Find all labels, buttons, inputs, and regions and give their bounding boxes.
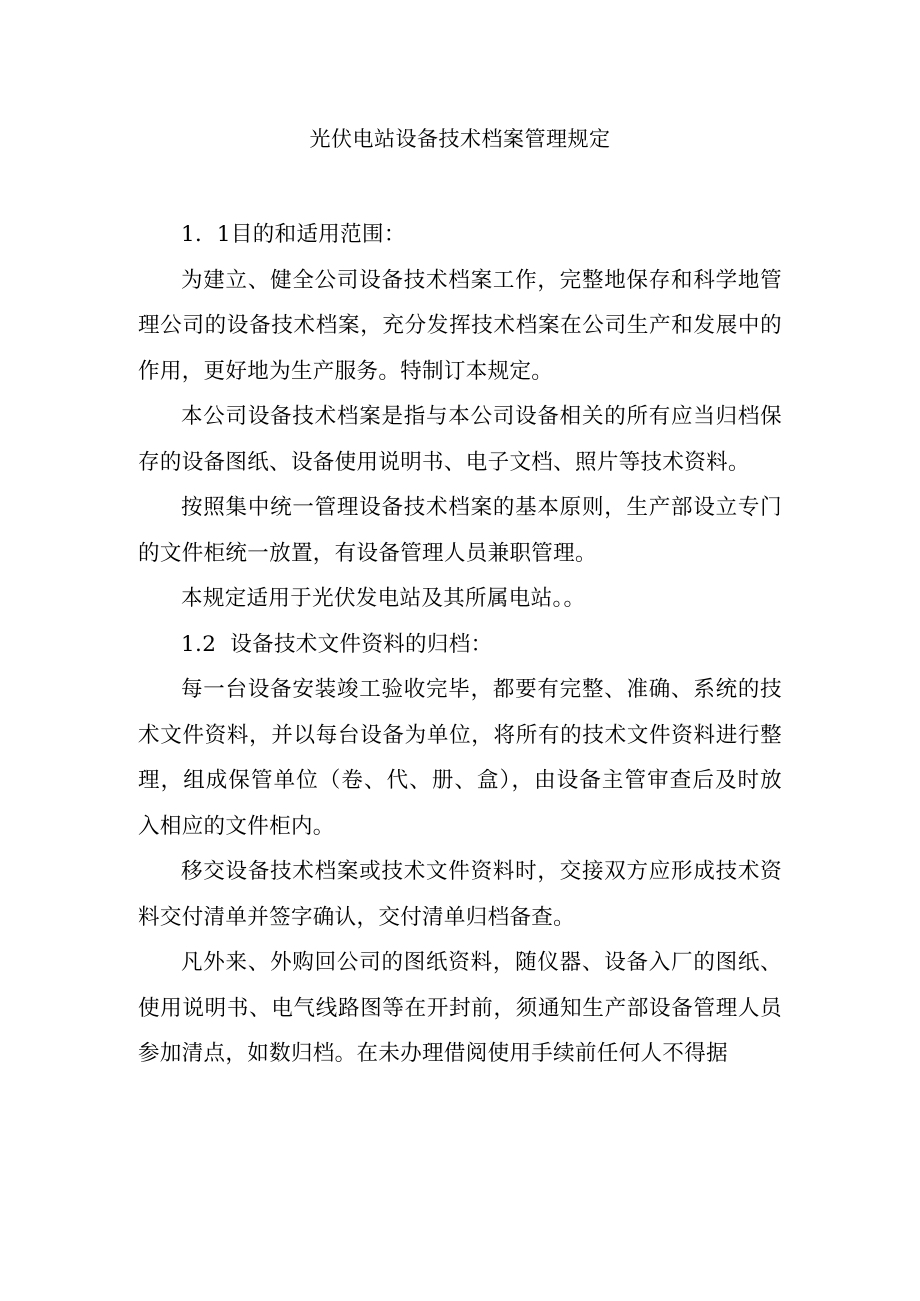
- document-body: [138, 212, 782, 1077]
- paragraph: 为建立、健全公司设备技术档案工作，完整地保存和科学地管理公司的设备技术档案，充分发挥技术档案在公司生产和发展中的作用，更好地为生产服务。特制订本规定。: [138, 267, 782, 384]
- paragraph: 移交设备技术档案或技术文件资料时，交接双方应形成技术资料交付清单并签字确认，交付清单归档备查。: [138, 859, 782, 930]
- section-heading-text: 设备技术文件资料的归档：: [230, 631, 493, 657]
- paragraph: 每一台设备安装竣工验收完毕，都要有完整、准确、系统的技术文件资料，并以每台设备为单位，将所有的技术文件资料进行整理，组成保管单位（卷、代、册、盒），由设备主管审查后及时放入相应的文件柜内。: [138, 677, 782, 839]
- section-number: 1.2: [181, 631, 217, 657]
- paragraph: 本规定适用于光伏发电站及其所属电站。。: [181, 586, 586, 611]
- section-heading-1-2: [138, 622, 782, 668]
- section-heading-1-1: 1．1目的和适用范围：: [181, 222, 406, 247]
- paragraph: 按照集中统一管理设备技术档案的基本原则，生产部设立专门的文件柜统一放置，有设备管理人员兼职管理。: [138, 495, 782, 566]
- document-title: 光伏电站设备技术档案管理规定: [309, 127, 611, 151]
- paragraph: 凡外来、外购回公司的图纸资料，随仪器、设备入厂的图纸、使用说明书、电气线路图等在开封前，须通知生产部设备管理人员参加清点，如数归档。在未办理借阅使用手续前任何人不得据: [138, 950, 782, 1066]
- paragraph: 本公司设备技术档案是指与本公司设备相关的所有应当归档保存的设备图纸、设备使用说明书、电子文档、照片等技术资料。: [138, 404, 782, 475]
